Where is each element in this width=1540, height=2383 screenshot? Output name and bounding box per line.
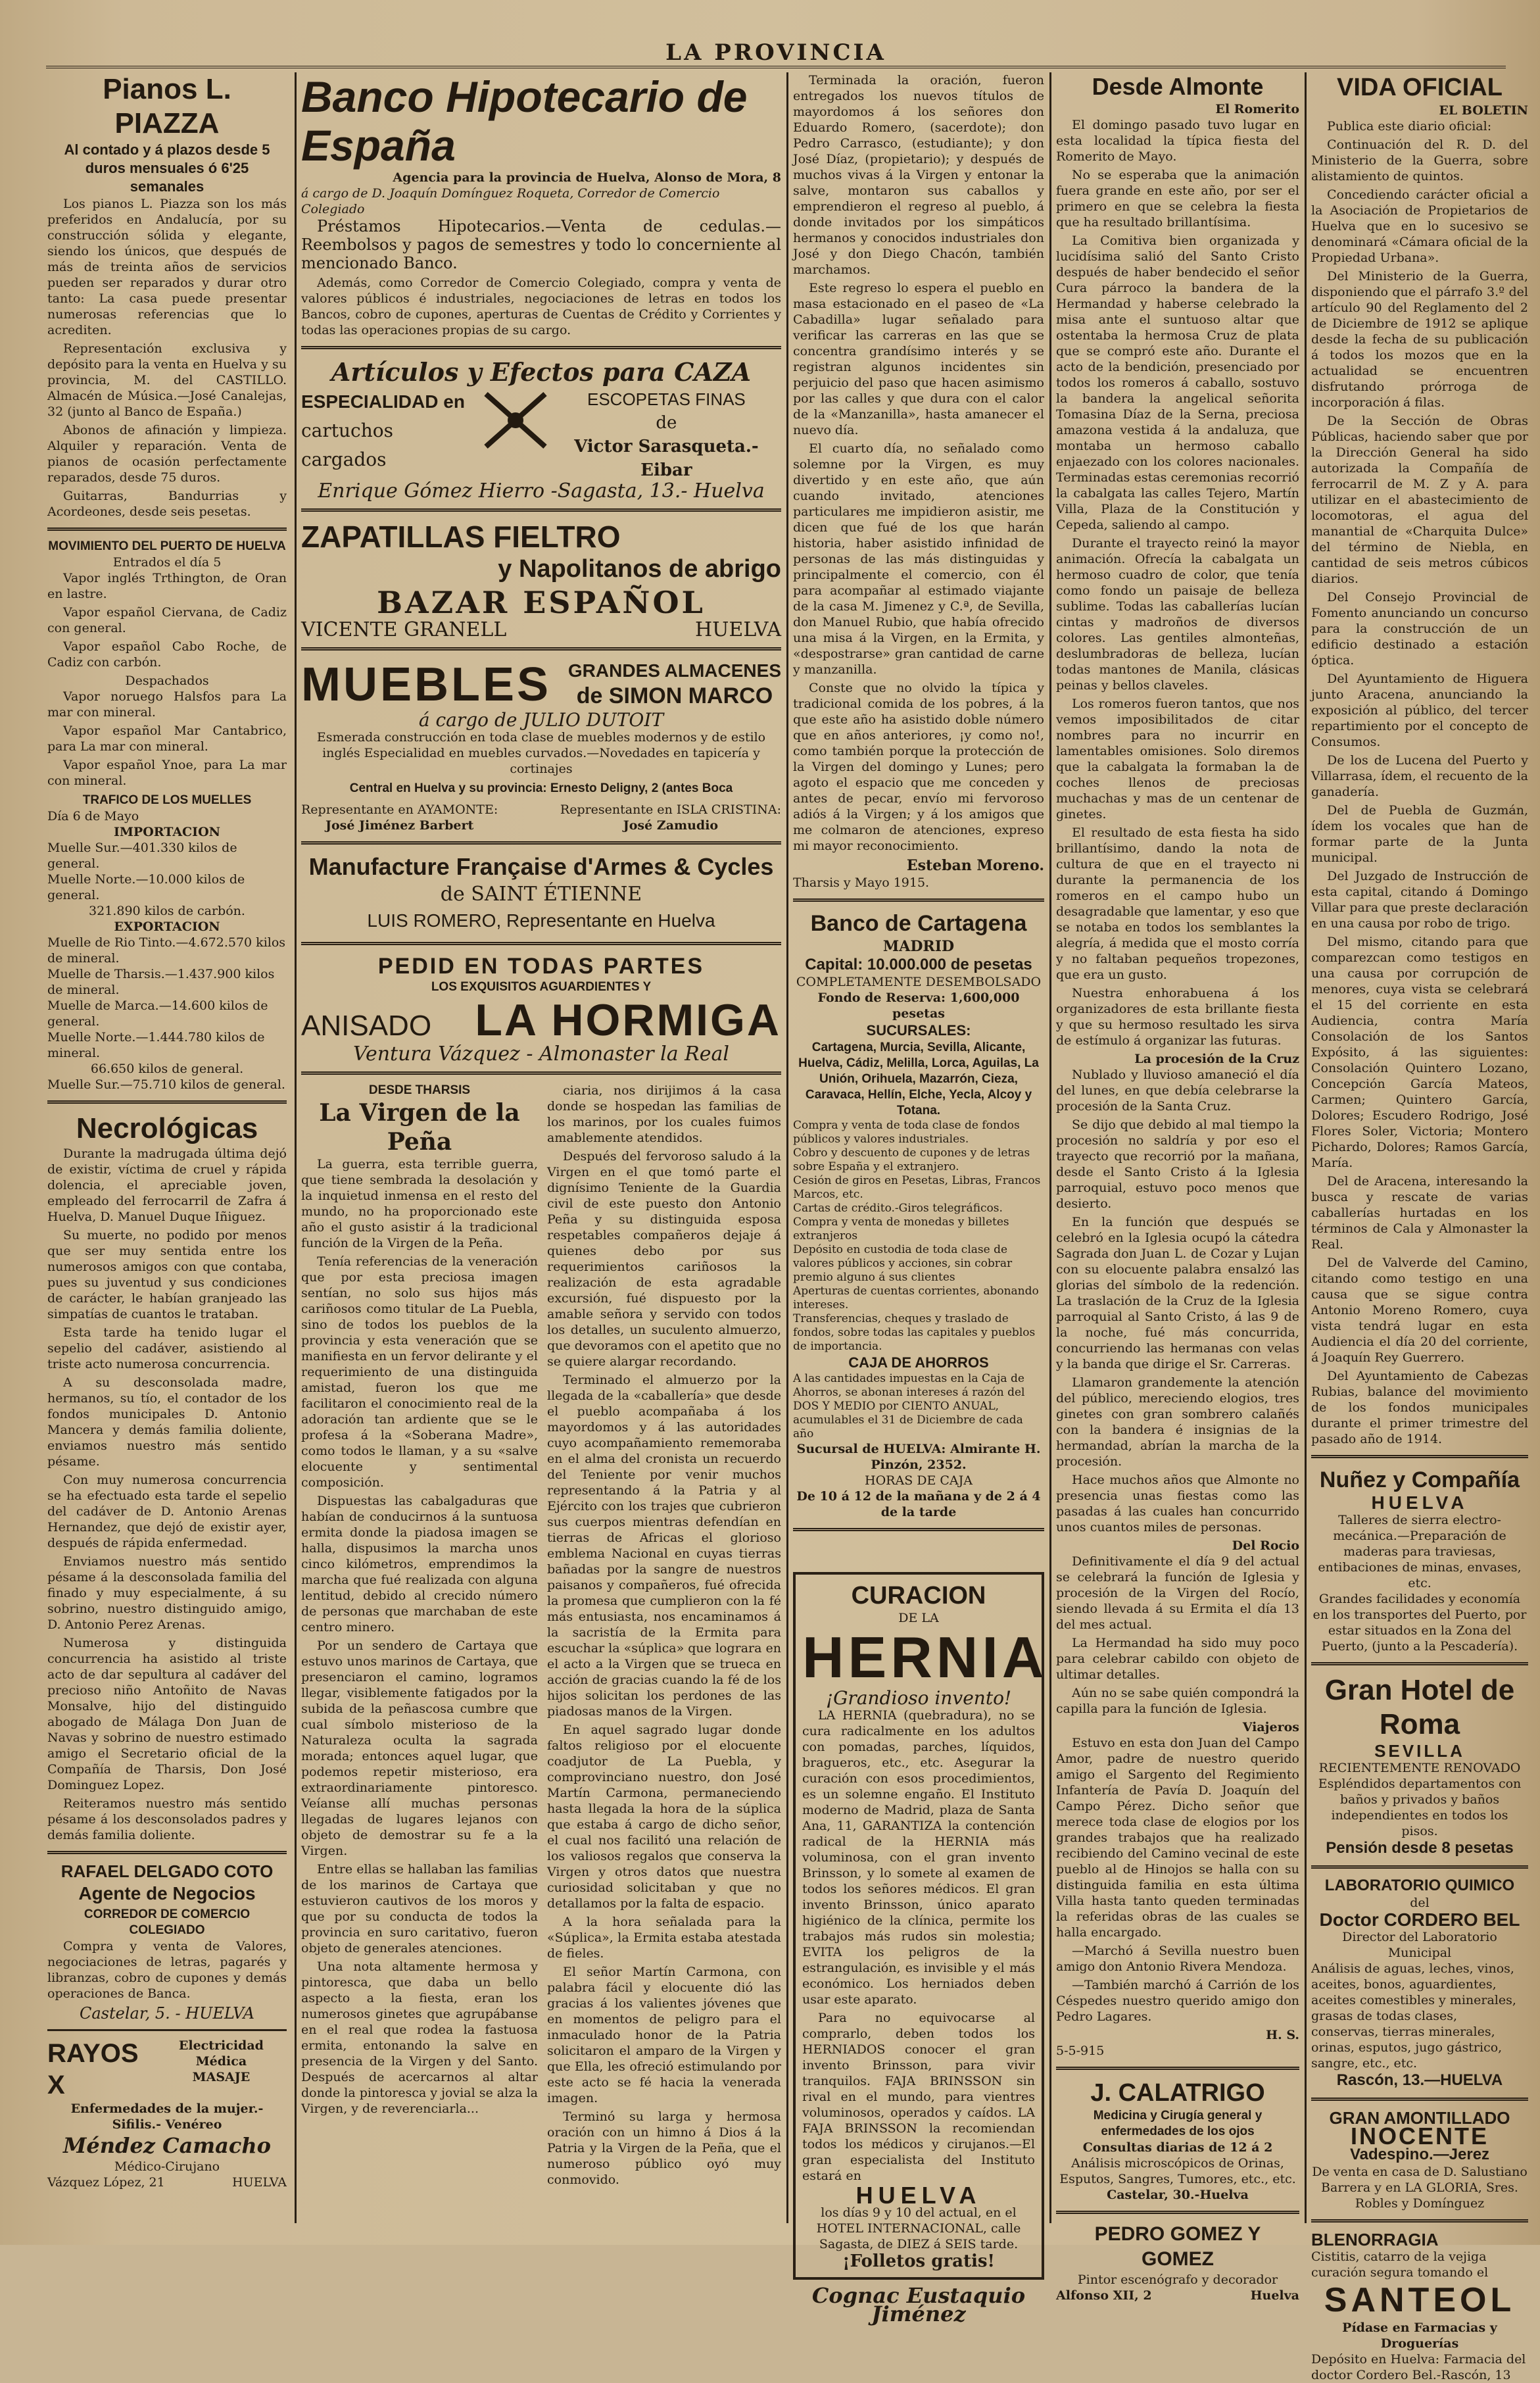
delgado-text: Compra y venta de Valores, negociaciones de letras, pagarés y libranzas, cobro de cupones y demás operaciones de Banca. [47,1939,287,2001]
divider [47,528,287,531]
rayos-city: HUELVA [232,2175,287,2190]
divider [47,1851,287,1854]
export-heading: EXPORTACION [114,920,220,934]
hotel-roma-text: Espléndidos departamentos con baños y privados y baños independientes en todos los pisos. [1318,1777,1522,1838]
calatrigo-analysis: Análisis microscópicos de Orinas, Esputos, Sangres, Tumores, etc., etc. [1059,2156,1296,2186]
cartagena-savings-heading: CAJA DE AHORROS [848,1354,989,1371]
article-text: Este regreso lo espera el pueblo en masa estacionado en el paseo de «La Cabadilla» lugar señalado para verificar las carreras en las que se concentra grandísimo interés y se registran algunos incidentes sin perjuicio del paso que hacen asimismo por las calles y que dura con el calor de la «Manzanilla», hasta amanecer el nuevo día. [793,281,1044,437]
cartagena-operation: Cobro y descuento de cupones y de letras sobre España y el extranjero. [793,1146,1030,1173]
traffic-date: Día 6 de Mayo [47,809,139,823]
bazar-city: HUELVA [694,618,781,641]
almonte-text: Los romeros fueron tantos, que nos vemos imposibilitados de citar nombres para no incurrir en lamentables omisiones. Solo diremos que la cabalgata la formaban la de coches llenos de preciosas muchachas y mas de un centenar de ginetes. [1056,697,1299,822]
tharsis-text: Terminado el almuerzo por la llegada de la «caballería» que desde el pueblo acompañaba á los mayordomos y á las autoridades cuyo acompañamiento rememoraba en el alma del cronista un recuerdo del Teniente por venir muchos representando á la Patria y al Ejército con los trajes que cubrieron sus cuerpos mientras defendían en tierras de Africas el glorioso emblema Nacional en cuyas tierras bañadas por la sangre de nuestros paisanos y compañeros, fué ofrecida la promesa que cumplieron con la fé más entusiasta, nos encaminamos á la sacristía de la Ermita para escuchar la «súplica» que lograra en el acto a la Virgen que se trueca en acción de gracias cuando la fé de los hijos solicitan los perdones de las piadosas manos de la Virgen. [547,1373,781,1719]
boletin-text: Del mismo, citando para que comparezcan como testigos en una causa por corrupción de menores, cuya vista se celebrará el 15 del corriente en esta Audiencia, contra María Consolación de los Santos Expósito, á las siguientes: Consolación Quintero Lozano, Concepción García Mateos, Carmen; Quintero García, Dolores; Escudero Rodrigo, José Flores Soler, Victoria; Montero Pichardo, Dolores; Ramos García, María. [1311,935,1528,1170]
divider [301,1071,781,1075]
traffic-heading: TRAFICO DE LOS MUELLES [82,793,252,807]
export-entry: Muelle Sur.—75.710 kilos de general. [47,1077,285,1092]
delgado-subheading: Agente de Negocios [78,1883,256,1904]
hotel-roma-renovated: RECIENTEMENTE RENOVADO [1318,1761,1521,1775]
boletin-text: Del de Valverde del Camino, citando como testigo en una causa que se sigue contra Antonio Moreno Romero, cuya vista tendrá lugar en esta Audiencia el día 20 del corriente, á Joaquín Rey Guerrero. [1311,1256,1528,1365]
nunez-text: Talleres de sierra electro-mecánica.—Preparación de maderas para traviesas, entibaciones de minas, envases, etc. [1318,1513,1522,1590]
boletin-text: De los de Lucena del Puerto y Villarrasa, ídem, el recuento de la ganadería. [1311,753,1528,799]
caza-address: Enrique Gómez Hierro -Sagasta, 13.- Huelva [318,479,765,503]
piano-heading: Pianos L. PIAZZA [103,73,231,139]
cartagena-capital: Capital: 10.000.000 de pesetas [805,956,1032,973]
rayos-heading: RAYOS X [47,2039,139,2100]
divider [301,346,781,349]
necrology-text: Numerosa y distinguida concurrencia ha asistido al triste acto de dar sepultura al cadáver del precioso niño Antoñito de Navas Monsalve, hijo del distinguido abogado de Málaga Don Juan de Navas y sobrino de nuestro estimado amigo el Secretario oficial de la Compañía de Tharsis, Don José Dominguez Lopez. [47,1636,287,1792]
tharsis-article [301,1083,781,2190]
import-entry: Muelle Sur.—401.330 kilos de general. [47,841,237,871]
tharsis-text: En aquel sagrado lugar donde faltos religioso por el elocuente coadjutor de La Puebla, y comprovinciano nuestro, don José Martín Carmona, permaneciendo hasta llegada la hora de la súplica que estaba á cargo de dicho señor, el cual nos facilitó una relación de los valiosos regalos que conserva la Virgen y otros datos que nuestra curiosidad solicitaban y que no detallamos por la falta de espacio. [547,1723,781,1911]
article-signature: Esteban Moreno. [906,857,1044,874]
tharsis-text: Dispuestas las cabalgaduras que habían de conducirnos á la suntuosa ermita donde la piadosa imagen se halla, dispusimos la marcha unos cinco kilómetros, emprendimos la marcha que fué realizada con alguna lentitud, debido al crecido número de personas que marchaban de este centro minero. [301,1494,538,1634]
hormiga-anisado: ANISADO [301,1010,432,1042]
rocio-subheading: Del Rocio [1232,1538,1299,1553]
import-entry: 321.890 kilos de carbón. [89,904,245,918]
caza-maker: Victor Sarasqueta.-Eibar [574,437,759,480]
divider [1056,2067,1299,2070]
viajeros-date: 5-5-915 [1056,2044,1105,2058]
muebles-header [301,658,781,711]
boletin-text: Continuación del R. D. del Ministerio de la Guerra, sobre alistamiento de quintos. [1311,137,1528,184]
divider [47,1100,287,1104]
pedro-gomez-specialty: Pintor escenógrafo y decorador [1077,2272,1278,2287]
port-heading: MOVIMIENTO DEL PUERTO DE HUELVA [48,539,286,553]
viajeros-text: —Marchó á Sevilla nuestro buen amigo don Antonio Rivera Mendoza. [1056,1944,1299,1974]
export-entry: 66.650 kilos de general. [90,1062,244,1076]
cartagena-capital-note: COMPLETAMENTE DESEMBOLSADO [796,975,1042,989]
divider [793,898,1044,902]
tharsis-text: Terminó su larga y hermosa oración con un himno á Dios á la Patria y la Virgen de la Peña, que el numeroso público oyó muy conmovido. [547,2109,781,2187]
import-heading: IMPORTACION [114,825,220,839]
cartagena-operation: Transferencias, cheques y traslado de fondos, sobre todas las capitales y pueblos de importancia. [793,1312,1036,1353]
necrology-text: Enviamos nuestro más sentido pésame á la desconsolada familia del finado y muy especialmente, á su sobrino, nuestro distinguido amigo, D. Antonio Perez Arenas. [47,1554,287,1632]
caza-de: de [656,413,677,433]
almonte-text: No se esperaba que la animación fuera grande en este año, por ser el primero en que se celebra la fiesta que ha resultado brillantísima. [1056,168,1299,230]
muebles-store-line: GRANDES ALMACENES [567,660,781,681]
cartagena-reserve: Fondo de Reserva: 1,600,000 pesetas [817,991,1020,1021]
cartagena-savings-text: A las cantidades impuestas en la Caja de Ahorros, se abonan intereses á razón del DOS Y MEDIO por CIENTO ANUAL, acumulables el 31 de Diciembre de cada año [793,1372,1025,1440]
hernia-subheading: ¡Grandioso invento! [825,1687,1012,1709]
tharsis-left [301,1083,538,2190]
divider [1056,2211,1299,2214]
almonte-text: La Comitiva bien organizada y lucidísima salió del Santo Cristo después de haber bendecido el señor Cura párroco la bandera de la Hermandad y haberse celebrado la misa ante el suntuoso altar que ostentaba la hermosa Cruz de plata que se compró este año. Durante el acto de la bendición, presenciado por todos los romeros á caballo, sostuvo la bandera la angelical señorita Tomasina Díaz de la Serna, preciosa amazona vestida á la andaluza, que montaba un hermoso caballo enjaezado con los colores nacionales. Terminadas estas ceremonias recorrió la cabalgata las calles Tejero, Martín Villa, Plaza de la Constitución y Cepeda, saliendo al campo. [1056,233,1299,532]
zapatillas-heading: ZAPATILLAS FIELTRO [301,520,621,554]
piano-subheading: Al contado y á plazos desde 5 duros mensuales ó 6'25 semanales [64,141,270,195]
export-entry: Muelle de Marca.—14.600 kilos de general. [47,998,268,1029]
boletin-text: Del Consejo Provincial de Fomento anunciando un concurso para la construcción de un edificio destinado a estación óptica. [1311,590,1528,668]
boletin-text: De la Sección de Obras Públicas, haciendo saber que por la Dirección General ha sido autorizada la Compañía de ferrocarril de M. Z y A. para utilizar en el abastecimiento de locomotoras, el agua del manantial de «Charquita Dulce» del término de Niebla, en cantidad de seis metros cúbicos diarios. [1311,414,1528,586]
caza-body [301,387,781,482]
article-text: Conste que no olvido la típica y tradicional comida de los pobres, á la que este año ha asistido doble número que en años anteriores, ¡y como no!, como también porque la protección de la Virgen del domingo y Lunes; pero agoto el espacio que me conceden y antes de pecar, envío mi fervoroso adiós á la Virgen; y á los amigos que me colmaron de atenciones, expreso mi mayor reconocimiento. [793,681,1044,853]
romerito-subheading: El Romerito [1215,102,1299,116]
article-text: Terminada la oración, fueron entregados los nuevos títulos de mayordomos á los señores don Eduardo Romero, (sacerdote); don Pedro Carrasco, (estudiante); y don José Díaz, (propietario); y después de muchos vivas á la Virgen y entonar la salve, montaron sus caballos y emprendieron el regreso al pueblo, á donde invitados por los simpáticos hermanos y conocidos industriales don José y don Diego Chacón, también marchamos. [793,73,1044,277]
rayos-title: Médico-Cirujano [114,2159,220,2174]
divider [301,841,781,845]
cartagena-branches-heading: SUCURSALES: [866,1022,971,1039]
delgado-address: Castelar, 5. - HUELVA [80,2004,254,2023]
cartagena-heading: Banco de Cartagena [810,911,1027,936]
lab-heading: LABORATORIO QUIMICO [1324,1877,1515,1894]
calatrigo-hours: Consultas diarias de 12 á 2 [1082,2140,1273,2155]
caza-heading: Artículos y Efectos para CAZA [331,357,752,387]
almonte-heading: Desde Almonte [1092,73,1264,100]
lab-text: Análisis de aguas, leches, vinos, aceites, bonos, aguardientes, aceites comestibles y minerales, grasas de todas clases, conservas, tierras minerales, orinas, esputos, jugo gástrico, sangre, etc., etc. [1311,1961,1516,2071]
pedro-gomez-footer [1056,2288,1299,2303]
boletin-text: Del de Aracena, interesando la busca y rescate de varias caballerías hurtadas en los términos de Cala y Almonaster la Real. [1311,1174,1528,1252]
column-2 [301,72,781,2223]
rep-isla-cristina [560,802,781,833]
muebles-store-name: de SIMON MARCO [576,683,773,708]
rep-name: José Jiménez Barbert [325,818,474,833]
calatrigo-address: Castelar, 30.-Huelva [1107,2188,1249,2202]
cartagena-operation: Depósito en custodia de toda clase de valores públicos y acciones, sin cobrar premio alguno á sus clientes [793,1243,1013,1284]
rocio-text: Aún no se sabe quién compondrá la capilla para la función de Iglesia. [1056,1686,1299,1716]
export-entry: Muelle de Tharsis.—1.437.900 kilos de mineral. [47,967,275,997]
rayos-address: Vázquez López, 21 [47,2175,165,2190]
lab-del: del [1410,1896,1430,1910]
nunez-heading: Nuñez y Compañía [1319,1467,1520,1492]
caza-left [301,387,479,482]
column-rule [1305,72,1307,2223]
tharsis-text: Por un sendero de Cartaya que estuvo unos marinos de Cartaya, que presenciaron el camino, logramos llegar, visiblemente fatigados por la subida de la peñascosa cumbre que cual símbolo misterioso de la Naturaleza oculta la sagrada morada; entonces aquel lugar, que podemos repetir misterioso, era extraordinariamente pintoresco. Veíanse allí muchas personas llegadas de lugares lejanos con objeto de demostrar su fe a la Virgen. [301,1638,538,1858]
banco-text: Además, como Corredor de Comercio Colegiado, compra y venta de valores públicos é industriales, negociaciones de letras en todos los Bancos, cobro de cupones, aperturas de Cuentas de Crédito y Corrientes y todas las operaciones propias de su cargo. [301,276,781,337]
export-entry: Muelle Norte.—1.444.780 kilos de mineral. [47,1030,265,1060]
rayos-doctor-name: Méndez Camacho [63,2133,271,2158]
port-entry: Vapor español Cabo Roche, de Cadiz con carbón. [47,639,287,670]
hotel-roma-price: Pensión desde 8 pesetas [1326,1839,1514,1857]
boletin-text: Del de Puebla de Guzmán, ídem los vocales que han de formar parte de la Junta municipal. [1311,803,1528,865]
tharsis-text: La guerra, esta terrible guerra, que tiene sembrada la desolación y la inquietud inmensa en el resto del mundo, no ha proporcionado este año el gusto asistir á la tradicional función de la Virgen de la Peña. [301,1157,538,1250]
column-rule [295,72,297,2223]
cruz-text: En la función que después se celebró en la Iglesia ocupó la cátedra Sagrada don Juan L. de Cozar y Lujan con su elocuente palabra ensalzó las glorias del símbolo de la redención. La traslación de la Cruz de la Iglesia parroquial al Santo Cristo, á las 9 de la noche, fué más concurrida, concurriendo las hermanas con velas y la banda que dirige el Sr. Carreras. [1056,1215,1299,1371]
column-1 [47,72,287,2223]
necrology-text: Reiteramos nuestro más sentido pésame á los desconsolados padres y demás familia doliente. [47,1796,287,1842]
manufacture-rep: LUIS ROMERO, Representante en Huelva [367,910,715,931]
rep-name: José Zamudio [623,818,719,833]
bazar-owner: VICENTE GRANELL [301,618,507,641]
port-entry: Vapor español Mar Cantabrico, para La mar con mineral. [47,724,287,754]
boletin-text: Publica este diario oficial: [1327,119,1492,134]
cruz-text: Se dijo que debido al mal tiempo la procesión no saldría y por eso el trayecto que recorrió por la mañana, desde el Santo Cristo á la Iglesia parroquial, estuvo poco menos que desierto. [1056,1118,1299,1211]
lab-address: Rascón, 13.—HUELVA [1336,2071,1503,2089]
nunez-text: Grandes facilidades y economía en los transportes del Puerto, por estar situados en la Zona del Puerto, (junto a la Pescadería). [1312,1592,1527,1654]
amontillado-name: INOCENTE [1350,2123,1489,2150]
column-4 [1056,72,1299,2303]
export-entry: Muelle de Rio Tinto.—4.672.570 kilos de mineral. [47,935,286,966]
pedro-gomez-address: Alfonso XII, 2 [1056,2288,1152,2303]
cartagena-branches: Cartagena, Murcia, Sevilla, Alicante, Huelva, Cádiz, Melilla, Lorca, Aguilas, La Unión, Orihuela, Mazarrón, Cieza, Caravaca, Hellín, Elche, Yecla, Alcoy y Totana. [798,1041,1039,1118]
muebles-heading: MUEBLES [301,658,552,711]
column-rule [786,72,788,2223]
divider [793,1528,1044,1531]
muebles-reps [301,802,781,833]
viajeros-signature: H. S. [1266,2028,1299,2042]
necrology-text: Esta tarde ha tenido lugar el sepelio del cadáver, asistiendo al triste acto numerosa concurrencia. [47,1325,287,1371]
muebles-central: Central en Huelva y su provincia: Ernesto Deligny, 2 (antes Boca [349,781,733,795]
necrology-text: Durante la madrugada última dejó de existir, víctima de cruel y rápida dolencia, el apreciable joven, empleado del ferrocarril de Zafra á Huelva, D. Manuel Duque Iñiguez. [47,1146,287,1224]
hormiga-heading: PEDID EN TODAS PARTES [377,954,705,979]
hernia-de: DE LA [898,1611,939,1625]
rayos-service: MASAJE [192,2070,251,2084]
almonte-text: Nuestra enhorabuena á los organizadores de esta brillante fiesta y que su hermoso resultado les sirva de estímulo á organizar las futuras. [1056,986,1299,1048]
hotel-roma-heading: Gran Hotel de Roma [1324,1674,1515,1740]
piano-text: Los pianos L. Piazza son los más preferidos en Andalucía, por su construcción sólida y elegante, siendo los únicos, que después de más de treinta años de servicios pueden ser reparados y durar otro tanto: La casa puede presentar numerosas referencias que lo acrediten. [47,197,287,337]
necrology-text: Su muerte, no podido por menos que ser muy sentida entre los numerosos amigos con que contaba, pues su juventud y sus condiciones de carácter, le habían granjeado las simpatías de cuantos le trataban. [47,1228,287,1321]
banco-agent: á cargo de D. Joaquín Domínguez Roqueta, Corredor de Comercio Colegiado [301,186,720,216]
cartagena-operation: Cartas de crédito.-Giros telegráficos. [793,1202,1003,1215]
piano-text: Representación exclusiva y depósito para la venta en Huelva y su provincia, M. del CASTILLO. Almacén de Música.—José Canalejas, 32 (junto al Banco de España.) [47,341,287,419]
santeol-deposit: Depósito en Huelva: Farmacia del doctor Cordero Bel.-Rascón, 13 [1311,2352,1526,2382]
cartagena-operations [793,1119,1044,1354]
divider [1311,1455,1528,1458]
cartagena-operation: Aperturas de cuentas corrientes, abonando intereses. [793,1285,1039,1312]
viajeros-text: Estuvo en esta don Juan del Campo Amor, padre de nuestro querido amigo el Sargento del Regimiento Infantería de Pavía D. Joaquín del Campo Pérez. Dicho señor que merece toda clase de elogios por los grandes trabajos que ha realizado recibiendo del Camino vecinal de este pueblo al de Hinojos se halla con su distinguida familia en esta última Villa hasta tanto queden terminadas la referidas obras de las cuales se halla encargado. [1056,1736,1299,1940]
spacer [793,1539,1044,1565]
cruz-subheading: La procesión de la Cruz [1134,1052,1299,1066]
tharsis-text: Tenía referencias de la veneración que por esta preciosa imagen sentían, no solo sus hijos más cariñosos como titular de La Puebla, sino de todos los pueblos de la provincia y esta veneración que se manifiesta en un fervor delirante y el requerimiento de una distinguida amistad, fueron los que me facilitaron el conocimiento real de la adoración tan ardiente que se le profesa á la «Soberana Madre», como todos le llaman, y a su «salve elocuente y sentimental composición. [301,1254,538,1490]
zapatillas-subheading: y Napolitanos de abrigo [498,555,781,583]
boletin-subheading: EL BOLETIN [1439,103,1528,118]
rayos-footer [47,2174,287,2190]
cartagena-city: MADRID [882,938,955,955]
hernia-text: LA HERNIA (quebradura), no se cura radicalmente en los adultos con pomadas, parches, líquidos, bragueros, etc., etc. Asegurar la curación con esos procedimientos, es un solemne engaño. El Instituto moderno de Madrid, plaza de Santa Ana, 11, GARANTIZA la contención radical de la HERNIA más voluminosa, con el gran invento Brinsson, y lo somete al examen de todos los señores médicos. El gran invento Brinsson, único aparato higiénico de la clínica, permite los trabajos más rudos sin molestia; EVITA los peligros de la estrangulación, es invisible y el más económico. Los herniados deben usar este aparato. [802,1708,1035,2007]
crossed-shotguns-icon [479,387,552,453]
hormiga-name: LA HORMIGA [475,995,781,1045]
port-dispatched-heading: Despachados [125,674,209,688]
port-entry: Vapor noruego Halsfos para La mar con mineral. [47,689,287,720]
rep-label: Representante en ISLA CRISTINA: [560,802,781,817]
boletin-text: Del Ayuntamiento de Cabezas Rubias, balance del movimiento de los fondos municipales durante el primer trimestre del pasado año de 1914. [1311,1369,1528,1446]
viajeros-text: —También marchó á Carrión de los Céspedes nuestro querido amigo don Pedro Lagares. [1056,1978,1299,2024]
divider [301,508,781,512]
calatrigo-heading: J. CALATRIGO [1090,2079,1265,2107]
article-place: Tharsis y Mayo 1915. [793,875,930,890]
bazar-heading: BAZAR ESPAÑOL [377,585,706,620]
column-3 [793,72,1048,2326]
necrology-text: Con muy numerosa concurrencia se ha efectuado esta tarde el sepelio del cadáver de D. Antonio Arenas Hernandez, que dejó de existir ayer, después de rápida enfermedad. [47,1473,287,1550]
masthead [46,39,1506,68]
hernia-title: HERNIA [802,1625,1048,1690]
cruz-text: Hace muchos años que Almonte no presencia unas fiestas como las pasadas á las cuales han concurrido unos cuantos miles de personas. [1056,1473,1299,1535]
delgado-subheading-2: CORREDOR DE COMERCIO COLEGIADO [84,1907,251,1937]
pedro-gomez-city: Huelva [1250,2288,1299,2303]
bazar-footer [301,618,781,641]
divider [47,2029,287,2031]
hernia-brochures: ¡Folletos gratis! [842,2251,995,2271]
caza-shotguns: ESCOPETAS FINAS [587,389,746,409]
hernia-text: Para no equivocarse al comprarlo, deben todos los HERNIADOS conocer el gran invento Brinsson, para vivir tranquilos. FAJA BRINSSON sin rival en el mundo, para vientres voluminosos, operados y caídos. LA FAJA BRINSSON la recomiendan todos los médicos y cirujanos.—El gran especialista del Instituto estará en [802,2011,1035,2183]
divider [1311,2219,1528,2223]
port-entry: Vapor español Ynoe, para La mar con mineral. [47,758,287,788]
tharsis-text: Una nota altamente hermosa y pintoresca, que daba un bello aspecto a la fiesta, eran los numerosos ginetes que agrupábanse en el real que rodea la fastuosa ermita, entonando la salve en presencia de la Virgen y del Santo. Después de acercarnos al altar donde la pintoresca y jovial se alza la Virgen, y de reverenciarla... [301,1959,538,2116]
tharsis-text: Entre ellas se hallaban las familias de los marinos de Cartaya que estuvieron cautivos de los moros y que por su conducta de todos la provincia en suro caritativo, fueron objeto de generales atenciones. [301,1862,538,1955]
divider [1311,2098,1528,2101]
cognac-ad: Cognac Eustaquio Jiménez [811,2283,1026,2326]
rocio-text: Definitivamente el día 9 del actual se celebrará la función de Iglesia y procesión de la Virgen del Rocío, siendo llevada á su Ermita el día 13 del mes actual. [1056,1554,1299,1632]
hormiga-maker: Ventura Vázquez - Almonaster la Real [353,1043,729,1066]
port-entry: Vapor inglés Trthington, de Oran en lastre. [47,571,287,601]
cartagena-operation: Cesión de giros en Pesetas, Libras, Francos Marcos, etc. [793,1174,1041,1201]
manufacture-heading: Manufacture Française d'Armes & Cycles [308,853,774,880]
port-entry: Vapor español Ciervana, de Cadiz con general. [47,605,287,635]
rep-ayamonte [301,802,498,833]
tharsis-text: ciaria, nos dirijimos á la casa donde se hospedan las familias de los marinos, por los cuales fuimos amablemente atendidos. [547,1083,781,1145]
import-entry: Muelle Norte.—10.000 kilos de general. [47,872,245,902]
lab-director: Director del Laboratorio Municipal [1342,1930,1497,1960]
cartagena-hours: De 10 á 12 de la mañana y de 2 á 4 de la tarde [796,1489,1041,1519]
caza-cartridges: cartuchos cargados [301,420,393,470]
cartagena-hours-heading: HORAS DE CAJA [865,1473,973,1488]
hernia-ad [793,1572,1048,2280]
santeol-brand: SANTEOL [1324,2281,1516,2319]
rayos-header [47,2038,287,2101]
manufacture-city: de SAINT ÉTIENNE [440,883,642,906]
delgado-heading: RAFAEL DELGADO COTO [60,1861,274,1881]
muebles-manager: á cargo de JULIO DUTOIT [418,709,664,731]
blenorragia-heading: BLENORRAGIA [1311,2230,1439,2249]
divider [1311,1865,1528,1869]
vida-oficial-heading: VIDA OFICIAL [1337,74,1503,101]
muebles-store [568,658,781,711]
boletin-text: Del Ministerio de la Guerra, disponiendo que el párrafo 3.º del artículo 90 del Reglamento del 2 de Diciembre de 1912 se aplique desde la fecha de su publicación á todos los mozos que en la actualidad se encuentren disfrutando prórroga de incorporación á filas. [1311,269,1528,410]
cartagena-huelva-branch: Sucursal de HUELVA: Almirante H. Pinzón, 2352. [796,1442,1041,1472]
banco-text: Préstamos Hipotecarios.—Venta de cedulas.—Reembolsos y pagos de semestres y todo lo concerniente al mencionado Banco. [301,217,781,272]
hernia-dates: los días 9 y 10 del actual, en el HOTEL INTERNACIONAL, calle Sagasta, de DIEZ á SEIS tarde. [816,2205,1021,2251]
hotel-roma-city: SEVILLA [1374,1741,1465,1761]
almonte-text: El domingo pasado tuvo lugar en esta localidad la típica fiesta del Romerito de Mayo. [1056,118,1299,164]
tharsis-title: La Virgen de la Peña [319,1099,520,1156]
cartagena-operation: Compra y venta de toda clase de fondos públicos y valores industriales. [793,1119,1020,1146]
calatrigo-specialty: Medicina y Cirugía general y enfermedades de los ojos [1093,2109,1263,2138]
almonte-text: Durante el trayecto reinó la mayor animación. Ofrecía la cabalgata un hermoso cuadro de color, que tenía como fondo un paisaje de belleza sublime. Todas las caballerías lucían cintas y madroños de diversos colores. Las gentiles almonteñas, deslumbradoras de belleza, lucían todas mantones de Manila, clásicas peinas y bellos claveles. [1056,536,1299,693]
piano-text: Abonos de afinación y limpieza. Alquiler y reparación. Venta de pianos de ocasión perfectamente reparados, desde 75 duros. [47,423,287,485]
tharsis-text: El señor Martín Carmona, con palabra fácil y elocuente dió las gracias á los valientes jóvenes que en momentos de peligro para el inmaculado honor de la Patria solicitaron el amparo de la Virgen y que Ella, les ofreció estimulando por este acto se fé hacia la venerada imagen. [547,1965,781,2105]
tharsis-right [547,1083,781,2190]
santeol-sub: Pídase en Farmacias y Droguerías [1342,2321,1497,2351]
nunez-city: HUELVA [1371,1492,1468,1513]
divider [301,647,781,651]
banco-subheading: Agencia para la provincia de Huelva, Alonso de Mora, 8 [393,170,781,185]
tharsis-dateline: DESDE THARSIS [368,1083,471,1097]
amontillado-heading: GRAN AMONTILLADO [1329,2108,1510,2128]
cartagena-operation: Compra y venta de monedas y billetes extranjeros [793,1216,1009,1242]
tharsis-text: A la hora señalada para la «Súplica», la Ermita estaba atestada de fieles. [547,1915,781,1961]
hernia-heading: CURACION [851,1582,986,1609]
column-5 [1311,72,1528,2382]
piano-text: Guitarras, Bandurrias y Acordeones, desde seis pesetas. [47,489,287,519]
almonte-text: El resultado de esta fiesta ha sido brillantísimo, dando la nota de cultura de que en el trayecto ni durante la permanencia de los romeros en el campo hubo un desagradable que lamentar, y eso que se notaba en todos los semblantes la alegría, á medida que el mosto corría y no faltaban pequeños tropezones, que era un gusto. [1056,825,1299,982]
pedro-gomez-heading: PEDRO GOMEZ Y GOMEZ [1094,2223,1261,2270]
rayos-services [156,2038,287,2101]
rocio-text: La Hermandad ha sido muy poco para celebrar cabildo con objeto de ultimar detalles. [1056,1636,1299,1682]
rayos-service: Electricidad Médica [178,2038,264,2069]
divider [301,942,781,945]
cruz-text: Nublado y lluvioso amaneció el día del lunes, en que debía celebrarse la procesión de la Santa Cruz. [1056,1068,1299,1114]
amontillado-origin: Vadespino.—Jerez [1349,2146,1490,2163]
divider [1311,1662,1528,1665]
hernia-city: HUELVA [855,2182,982,2209]
article-text: El cuarto día, no señalado como solemne por la Virgen, es muy divertido y en este año, que aún cuando invitado, atenciones particulares me impidieron asistir, me dicen que fué de los que harán historia, haber asistido infinidad de personas de las más distinguidas y principalmente el comercio, con él para acompañar al estimado viajante de la casa M. Jimenez y C.ª, de Sevilla, don Manuel Rubio, que había ofrecido una misa á la Virgen, en la Ermita, y «despostrarse» gran cantidad de carne y manzanilla. [793,441,1044,677]
column-rule [1049,72,1051,2223]
caza-specialty: ESPECIALIDAD en [301,391,465,412]
viajeros-subheading: Viajeros [1242,1720,1299,1734]
newspaper-title: LA PROVINCIA [665,39,886,66]
hormiga-subheading: LOS EXQUISITOS AGUARDIENTES Y [431,980,652,994]
blenorragia-text: Cistitis, catarro de la vejiga curación segura tomando el [1311,2249,1489,2280]
boletin-text: Concediendo carácter oficial a la Asociación de Propietarios de Huelva que en lo sucesivo se denominará «Cámara oficial de la Propiedad Urbana». [1311,187,1528,265]
port-subheading: Entrados el día 5 [112,555,222,570]
banco-heading: Banco Hipotecario de España [301,72,748,170]
cruz-text: Llamaron grandemente la atención del público, mereciendo elogios, tres ginetes con gran sombrero calañés con la bandera é insignias de la hermandad, abrían la marcha de la procesión. [1056,1375,1299,1469]
boletin-text: Del Juzgado de Instrucción de esta capital, citando á Domingo Villar para que preste declaración en una causa por robo de trigo. [1311,869,1528,931]
tharsis-text: Después del fervoroso saludo á la Virgen en el que tomó parte el dignísimo Teniente de la Guardia civil de este puesto don Antonio Peña y su distinguida esposa respetables compañeros dejaje á quienes debo por sus requerimientos cariñosos la realización de esta agradable excursión, fué dispuesto por la amable señora y servido con todos los detalles, un suculento almuerzo, que devoramos con el apetito que no se quiere alargar recordando. [547,1149,781,1369]
amontillado-deposit: De venta en casa de D. Salustiano Barrera y en LA GLORIA, Sres. Robles y Domínguez [1312,2165,1528,2211]
rayos-specialty: Enfermedades de la mujer.- Sifilis.- Venéreo [70,2101,264,2132]
lab-doctor: Doctor CORDERO BEL [1319,1909,1520,1930]
necrology-heading: Necrológicas [76,1112,258,1144]
necrology-text: A su desconsolada madre, hermanos, su tío, el contador de los fondos municipales D. Antonio Mancera y demás familia doliente, enviamos nuestro más sentido pésame. [47,1375,287,1469]
rep-label: Representante en AYAMONTE: [301,802,498,817]
muebles-text: Esmerada construcción en toda clase de muebles modernos y de estilo inglés Especialidad en muebles curvados.—Novedades en tapicería y cortinajes [316,730,766,776]
boletin-text: Del Ayuntamiento de Higuera junto Aracena, anunciando la exposición al público, del tercer repartimiento por el concepto de Consumos. [1311,672,1528,749]
caza-right [552,387,781,482]
hormiga-brand [301,995,781,1045]
